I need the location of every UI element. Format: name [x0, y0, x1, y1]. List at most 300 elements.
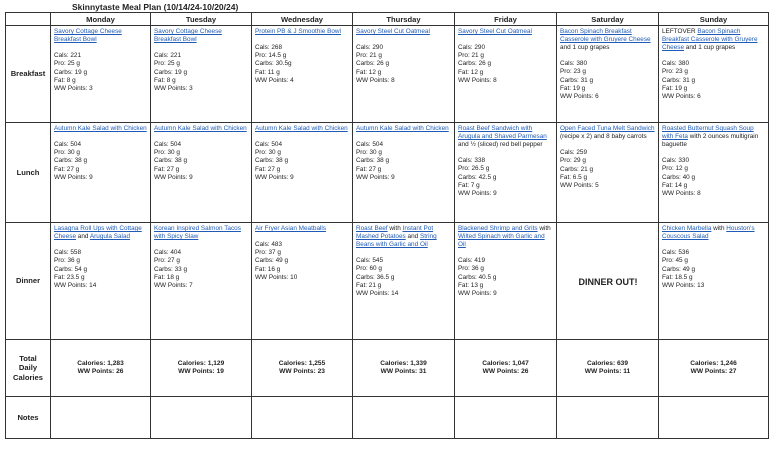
calories-value-number: 483 [271, 241, 283, 249]
carbs-value-number: 40.5 g [478, 273, 497, 281]
protein-value-number: 26.5 g [471, 165, 490, 173]
calories-value-number: 419 [474, 257, 486, 265]
carbs-value-label: Carbs: [662, 173, 683, 181]
fat-value [154, 77, 249, 85]
protein-value-label: Pro: [154, 149, 168, 157]
recipe-text: and ½ (sliced) red bell pepper [458, 141, 543, 149]
carbs-value-number: 38 g [376, 157, 390, 165]
calories-value-number: 380 [576, 60, 588, 68]
recipe-link[interactable]: Roast Beef Sandwich with Arugula and Shaved Parmesan [458, 125, 547, 141]
calories-value-label: Cals: [54, 52, 71, 60]
carbs-value [54, 266, 148, 274]
total-ww-number: 31 [419, 368, 427, 375]
recipe-title [560, 28, 656, 52]
protein-value [662, 257, 766, 265]
carbs-value-number: 40 g [682, 173, 696, 181]
carbs-value-label: Carbs: [255, 60, 276, 68]
recipe-title [662, 28, 766, 52]
recipe-title [154, 125, 249, 133]
nutrition-info [54, 52, 148, 93]
total-ww-number: 11 [623, 368, 631, 375]
protein-value-number: 21 g [369, 52, 382, 60]
nutrition-info [154, 141, 249, 182]
total-calories-label: Calories: [177, 359, 208, 367]
fat-value [356, 282, 452, 290]
carbs-value-number: 31 g [580, 76, 594, 84]
calories-value [154, 52, 249, 60]
fat-value-number: 6.5 g [572, 173, 588, 181]
carbs-value-number: 26 g [376, 60, 390, 68]
protein-value-number: 27 g [167, 257, 180, 265]
recipe-link[interactable]: Roast Beef [356, 225, 388, 232]
protein-value-label: Pro: [255, 149, 269, 157]
carbs-value-number: 42.5 g [478, 173, 497, 181]
calories-value-number: 221 [170, 52, 182, 60]
carbs-value [154, 157, 249, 165]
carbs-value-number: 36.5 g [376, 273, 395, 281]
ww-points-value-number: 9 [290, 173, 294, 181]
total-ww-label: WW Points: [178, 368, 217, 375]
recipe-link[interactable]: Savory Cottage Cheese Breakfast Bowl [54, 28, 122, 44]
protein-value [54, 149, 148, 157]
carbs-value-label: Carbs: [662, 76, 683, 84]
carbs-value-label: Carbs: [54, 68, 75, 76]
carbs-value-number: 54 g [74, 265, 88, 273]
ww-points-value-label: WW Points: [662, 92, 698, 100]
carbs-value-number: 30.5g [275, 60, 292, 68]
recipe-text: and [405, 233, 420, 241]
recipe-title [54, 225, 148, 241]
protein-value [458, 165, 554, 173]
total-calories-label: Calories: [482, 359, 513, 367]
calories-value-label: Cals: [458, 257, 475, 265]
recipe-title [255, 225, 350, 233]
total-ww-points [557, 368, 658, 376]
calories-value [356, 257, 452, 265]
carbs-value [458, 274, 554, 282]
recipe-title [154, 225, 249, 241]
notes-cell[interactable] [557, 397, 659, 439]
ww-points-value-number: 5 [595, 181, 599, 189]
notes-cell[interactable] [659, 397, 769, 439]
total-calories [659, 360, 768, 368]
calories-value-label: Cals: [154, 249, 171, 257]
lunch-row [6, 123, 769, 223]
fat-value-number: 19 g [674, 84, 688, 92]
calories-value-label: Cals: [458, 44, 475, 52]
total-ww-points [252, 368, 352, 376]
protein-value [458, 52, 554, 60]
nutrition-info [356, 257, 452, 298]
ww-points-value-label: WW Points: [560, 92, 596, 100]
protein-value [662, 68, 766, 76]
fat-value-label: Fat: [560, 84, 573, 92]
protein-value-number: 36 g [67, 257, 80, 265]
carbs-value-label: Carbs: [560, 165, 581, 173]
calories-value [54, 249, 148, 257]
total-calories-number: 1,255 [308, 359, 326, 367]
notes-row [6, 397, 769, 439]
protein-value-number: 37 g [268, 249, 281, 257]
ww-points-value [560, 93, 656, 101]
carbs-value-label: Carbs: [458, 273, 479, 281]
ww-points-value-number: 7 [189, 281, 193, 289]
fat-value-number: 27 g [267, 165, 281, 173]
fat-value [54, 77, 148, 85]
protein-value-number: 12 g [675, 165, 688, 173]
fat-value [560, 174, 656, 182]
carbs-value-label: Carbs: [662, 265, 683, 273]
day-header: Tuesday [151, 13, 252, 26]
carbs-value [662, 77, 766, 85]
total-calories-label: Calories: [77, 359, 108, 367]
nutrition-info [560, 60, 656, 101]
notes-cell[interactable] [353, 397, 455, 439]
ww-points-value-label: WW Points: [560, 181, 596, 189]
calories-value-number: 259 [576, 149, 588, 157]
calories-value-label: Cals: [662, 60, 679, 68]
recipe-link[interactable]: Open Faced Tuna Melt Sandwich [560, 125, 655, 132]
total-ww-number: 27 [729, 368, 737, 375]
daily-total-cell [557, 340, 659, 397]
ww-points-value-number: 6 [595, 92, 599, 100]
total-calories-number: 1,129 [207, 359, 225, 367]
carbs-value-label: Carbs: [255, 157, 276, 165]
nutrition-info [458, 44, 554, 85]
carbs-value [458, 60, 554, 68]
total-ww-points [659, 368, 768, 376]
protein-value [255, 249, 350, 257]
protein-value [54, 60, 148, 68]
protein-value [458, 265, 554, 273]
total-calories [455, 360, 556, 368]
ww-points-value-number: 3 [89, 84, 93, 92]
carbs-value-label: Carbs: [356, 60, 377, 68]
recipe-title [458, 225, 554, 249]
calories-value-number: 545 [372, 257, 384, 265]
recipe-text: and 1 cup grapes [560, 44, 610, 52]
total-calories-label: Calories: [278, 359, 309, 367]
breakfast-row [6, 26, 769, 123]
carbs-value [154, 69, 249, 77]
calories-value [662, 249, 766, 257]
fat-value [662, 274, 766, 282]
carbs-value-label: Carbs: [560, 76, 581, 84]
notes-cell[interactable] [51, 397, 151, 439]
ww-points-value [662, 190, 766, 198]
carbs-value [560, 166, 656, 174]
ww-points-value-label: WW Points: [458, 76, 494, 84]
recipe-link[interactable]: Chicken Marbella [662, 225, 712, 232]
fat-value-number: 11 g [267, 68, 280, 76]
calories-value [560, 149, 656, 157]
calories-value [560, 60, 656, 68]
calories-value [255, 141, 350, 149]
meal-cell [151, 223, 252, 340]
carbs-value-number: 33 g [174, 265, 188, 273]
recipe-title [560, 125, 656, 141]
recipe-link[interactable]: Wilted Spinach with Garlic and Oil [458, 233, 545, 249]
dinner-row [6, 223, 769, 340]
carbs-value [662, 266, 766, 274]
total-calories [557, 360, 658, 368]
nutrition-info [255, 44, 350, 85]
nutrition-info [255, 241, 350, 282]
recipe-link[interactable]: Protein PB & J Smoothie Bowl [255, 28, 341, 35]
fat-value [458, 69, 554, 77]
carbs-value-label: Carbs: [154, 265, 175, 273]
nutrition-info [54, 141, 148, 182]
total-calories [151, 360, 251, 368]
row-label-total: Total Daily Calories [6, 340, 51, 397]
ww-points-value [458, 190, 554, 198]
protein-value-label: Pro: [154, 257, 168, 265]
calories-value-label: Cals: [356, 141, 373, 149]
fat-value-number: 14 g [674, 181, 688, 189]
total-calories-number: 1,047 [512, 359, 529, 367]
recipe-link[interactable]: String Beans with Garlic and Oil [356, 233, 437, 249]
protein-value-label: Pro: [662, 165, 676, 173]
carbs-value [560, 77, 656, 85]
recipe-title [662, 125, 766, 149]
calories-value [458, 257, 554, 265]
recipe-link[interactable]: Autumn Kale Salad with Chicken [255, 125, 348, 132]
calories-value-label: Cals: [356, 44, 373, 52]
protein-value [154, 257, 249, 265]
total-ww-label: WW Points: [482, 368, 522, 375]
daily-total-cell [659, 340, 769, 397]
fat-value [560, 85, 656, 93]
calories-value [356, 141, 452, 149]
recipe-text: and [76, 233, 90, 241]
fat-value-label: Fat: [154, 76, 167, 84]
recipe-link[interactable]: Arugula Salad [89, 233, 131, 241]
protein-value-number: 30 g [369, 149, 382, 157]
recipe-link[interactable]: Savory Steel Cut Oatmeal [458, 28, 532, 35]
calories-value-label: Cals: [54, 249, 71, 257]
recipe-link[interactable]: Korean Inspired Salmon Tacos with Spicy Slaw [154, 225, 241, 241]
calories-value-label: Cals: [255, 241, 272, 249]
recipe-text: LEFTOVER [662, 28, 698, 35]
fat-value-number: 19 g [572, 84, 586, 92]
meal-cell [353, 26, 455, 123]
recipe-title [356, 28, 452, 36]
ww-points-value-number: 13 [697, 281, 705, 289]
carbs-value-label: Carbs: [458, 173, 479, 181]
recipe-title [458, 28, 554, 36]
ww-points-value [356, 290, 452, 298]
fat-value-label: Fat: [458, 281, 471, 289]
ww-points-value-label: WW Points: [154, 281, 190, 289]
recipe-text: with [711, 225, 727, 232]
total-ww-label: WW Points: [380, 368, 420, 375]
row-label-breakfast: Breakfast [6, 26, 51, 123]
calories-value-label: Cals: [458, 157, 475, 165]
protein-value-label: Pro: [54, 149, 68, 157]
fat-value-label: Fat: [356, 165, 369, 173]
carbs-value-label: Carbs: [54, 157, 75, 165]
recipe-title [54, 28, 148, 44]
meal-cell [151, 123, 252, 223]
calories-value [458, 44, 554, 52]
ww-points-value [154, 85, 249, 93]
calories-value-number: 290 [372, 44, 384, 52]
recipe-link[interactable]: Roasted Butternut Squash Soup with Feta [662, 125, 754, 141]
recipe-link[interactable]: Instant Pot Mashed Potatoes [356, 225, 434, 241]
fat-value-label: Fat: [662, 84, 675, 92]
calories-value-number: 380 [678, 60, 690, 68]
ww-points-value [154, 282, 249, 290]
ww-points-value-number: 8 [697, 189, 701, 197]
recipe-title [255, 28, 350, 36]
ww-points-value [255, 174, 350, 182]
ww-points-value-number: 9 [189, 173, 193, 181]
recipe-link[interactable]: Savory Cottage Cheese Breakfast Bowl [154, 28, 222, 44]
total-ww-label: WW Points: [584, 368, 624, 375]
calories-value-label: Cals: [255, 141, 272, 149]
notes-cell[interactable] [151, 397, 252, 439]
recipe-link[interactable]: Autumn Kale Salad with Chicken [54, 125, 147, 132]
ww-points-value-label: WW Points: [458, 189, 494, 197]
total-ww-points [51, 368, 150, 376]
carbs-value-label: Carbs: [154, 157, 175, 165]
fat-value-label: Fat: [255, 165, 268, 173]
protein-value-label: Pro: [356, 149, 370, 157]
meal-cell [557, 123, 659, 223]
fat-value [255, 166, 350, 174]
ww-points-value-number: 9 [89, 173, 93, 181]
notes-cell[interactable] [455, 397, 557, 439]
protein-value-number: 29 g [573, 157, 586, 165]
ww-points-value [560, 182, 656, 190]
fat-value-label: Fat: [560, 173, 573, 181]
recipe-link[interactable]: Bacon Spinach Breakfast Casserole with Gruyere Cheese [560, 28, 651, 44]
total-ww-points [151, 368, 251, 376]
protein-value-number: 30 g [167, 149, 180, 157]
carbs-value [54, 69, 148, 77]
fat-value-label: Fat: [356, 68, 369, 76]
carbs-value [356, 274, 452, 282]
protein-value-number: 23 g [675, 68, 688, 76]
protein-value-number: 45 g [675, 257, 688, 265]
nutrition-info [356, 44, 452, 85]
fat-value [54, 274, 148, 282]
day-header: Saturday [557, 13, 659, 26]
fat-value-number: 23.5 g [66, 273, 85, 281]
fat-value-number: 27 g [166, 165, 180, 173]
ww-points-value-label: WW Points: [458, 289, 494, 297]
recipe-link[interactable]: Blackened Shrimp and Grits [458, 225, 538, 232]
fat-value [662, 85, 766, 93]
ww-points-value-label: WW Points: [54, 281, 90, 289]
recipe-title [458, 125, 554, 149]
total-ww-number: 23 [317, 368, 325, 375]
recipe-link[interactable]: Houston's Couscous Salad [662, 225, 755, 241]
protein-value-label: Pro: [560, 157, 574, 165]
recipe-title [54, 125, 148, 133]
ww-points-value-number: 4 [290, 76, 294, 84]
protein-value [356, 52, 452, 60]
ww-points-value [54, 282, 148, 290]
protein-value [255, 149, 350, 157]
meal-cell [659, 123, 769, 223]
meal-cell [455, 123, 557, 223]
fat-value-number: 8 g [166, 76, 176, 84]
protein-value-number: 14.5 g [268, 52, 287, 60]
calories-value-number: 504 [170, 141, 182, 149]
notes-cell[interactable] [252, 397, 353, 439]
ww-points-value-number: 3 [189, 84, 193, 92]
recipe-link[interactable]: Autumn Kale Salad with Chicken [154, 125, 247, 132]
recipe-title [356, 225, 452, 249]
total-ww-label: WW Points: [279, 368, 318, 375]
calories-value [458, 157, 554, 165]
protein-value-label: Pro: [458, 165, 472, 173]
carbs-value [255, 157, 350, 165]
ww-points-value [458, 290, 554, 298]
carbs-value-label: Carbs: [154, 68, 175, 76]
recipe-text: with [537, 225, 551, 232]
carbs-value-label: Carbs: [356, 273, 377, 281]
nutrition-info [662, 60, 766, 101]
protein-value-label: Pro: [560, 68, 574, 76]
calories-value [662, 157, 766, 165]
ww-points-value [154, 174, 249, 182]
recipe-title [154, 28, 249, 44]
carbs-value-number: 19 g [174, 68, 188, 76]
meal-cell [659, 223, 769, 340]
fat-value-label: Fat: [54, 76, 67, 84]
ww-points-value [54, 174, 148, 182]
calories-value-number: 290 [474, 44, 486, 52]
fat-value [458, 182, 554, 190]
fat-value-number: 13 g [470, 281, 484, 289]
recipe-link[interactable]: Air Fryer Asian Meatballs [255, 225, 327, 232]
fat-value-number: 7 g [470, 181, 480, 189]
ww-points-value-label: WW Points: [255, 273, 291, 281]
meal-cell [353, 123, 455, 223]
ww-points-value-label: WW Points: [255, 173, 291, 181]
nutrition-info [662, 249, 766, 290]
calories-value-number: 504 [271, 141, 283, 149]
protein-value [560, 157, 656, 165]
calories-value [662, 60, 766, 68]
protein-value-number: 25 g [67, 60, 80, 68]
recipe-link[interactable]: Lasagna Roll Ups with Cottage Cheese [54, 225, 142, 241]
total-calories [51, 360, 150, 368]
fat-value-label: Fat: [54, 273, 67, 281]
daily-total-cell [353, 340, 455, 397]
protein-value-label: Pro: [458, 265, 472, 273]
calories-value-label: Cals: [662, 157, 679, 165]
ww-points-value [255, 77, 350, 85]
fat-value [54, 166, 148, 174]
ww-points-value-label: WW Points: [255, 76, 291, 84]
carbs-value-label: Carbs: [356, 157, 377, 165]
protein-value-label: Pro: [255, 249, 269, 257]
fat-value [154, 274, 249, 282]
recipe-link[interactable]: Savory Steel Cut Oatmeal [356, 28, 430, 35]
ww-points-value-label: WW Points: [154, 173, 190, 181]
recipe-link[interactable]: Autumn Kale Salad with Chicken [356, 125, 449, 132]
fat-value-number: 27 g [66, 165, 80, 173]
ww-points-value-number: 14 [89, 281, 97, 289]
recipe-link[interactable]: Bacon Spinach Breakfast Casserole with Gruyere Cheese [662, 28, 758, 52]
calories-value [255, 241, 350, 249]
recipe-text: (recipe x 2) and 8 baby carrots [560, 133, 647, 141]
calories-value [154, 141, 249, 149]
calories-value [54, 141, 148, 149]
